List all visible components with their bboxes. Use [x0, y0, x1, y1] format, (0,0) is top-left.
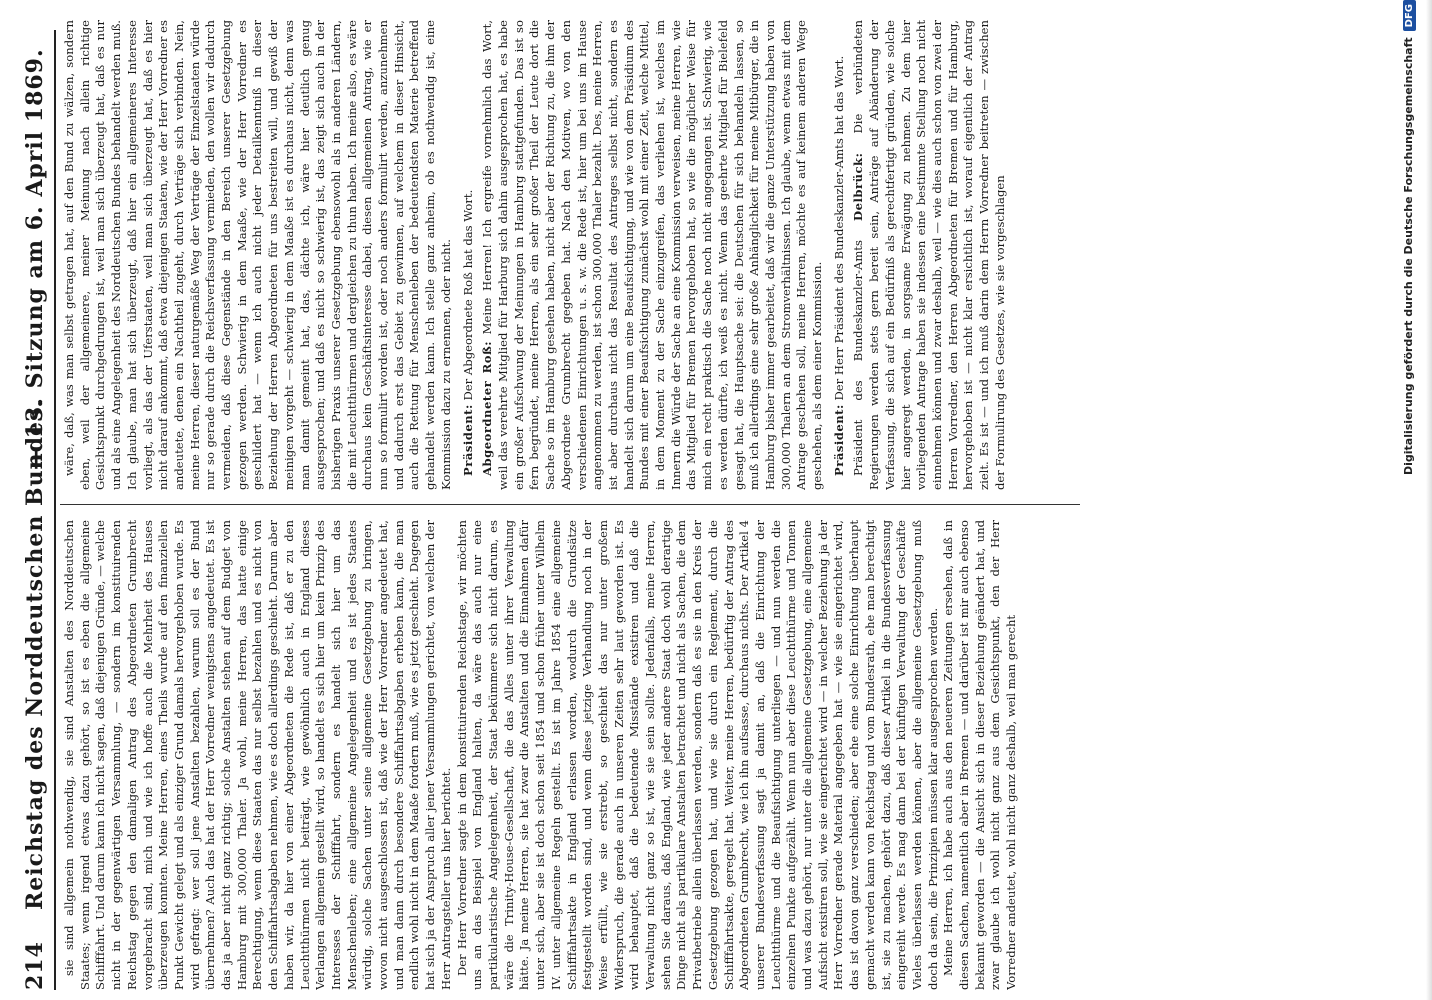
page-header	[18, 10, 50, 990]
left-paragraph-1: sie sind allgemein nothwendig, sie sind Anstalten des Norddeutschen Staates; wenn irgend etwas dazu gehört, so ist es eben die allgemeine Schifffahrt. Und darum kann ich nicht sagen, daß diejenigen Gründe, — welche nicht in der gegenwärtigen Versammlung, — sondern im konstituirenden Reichstag gegen den damaligen Antrag des Abgeordneten Grumbrecht vorgebracht sind, mich und wie ich hoffe auch die Mehrheit des Hauses überzeugen konnten. Meine Herren, eines Theils wurde auf den finanziellen Punkt Gewicht gelegt und als einziger Grund damals hervorgehoben wurde. Es wird gefragt: wer soll jene Anstalten bezahlen, warum soll es der Bund übernehmen? Auch das hat der Herr Vorredner wenigstens angedeutet. Es ist das ja aber nicht ganz richtig; solche Anstalten stehen auf dem Budget von Hamburg mit 300,000 Thaler. Ja wohl, meine Herren, das hatte einige Berechtigung, wenn diese Staaten das nur selbst bezahlen und es nicht von den Schiffahrtsabgaben nehmen, wie es doch allerdings geschieht. Darum aber haben wir, da hier von einer Abgeordneten die Rede ist, daß er zu den Leuchtthürmen nicht beiträgt, wie gewöhnlich auch in England dieses Verlangen allgemein gestellt wird, so handelt es sich hier um kein Prinzip des Interesses der Schifffahrt, sondern es handelt sich hier um das Menschenleben; eine allgemeine Angelegenheit und es ist jedes Staates würdig, solche Sachen unter seine allgemeine Gesetzgebung zu bringen, wovon nicht ausgeschlossen ist, daß wie der Herr Vorredner angedeutet hat, und man dann durch besondere Schiffahrtsabgaben erheben kann, die man endlich wohl nicht in dem Maaße fordern muß, wie es jetzt geschieht. Dagegen hat sich ja der Anspruch aller jener Versammlungen gerichtet, von welchen der Herr Antragsteller uns hier berichtet.	[62, 520, 453, 990]
header-rule	[54, 30, 56, 990]
president-line-2	[832, 20, 848, 490]
ross-speech	[480, 20, 825, 490]
president-1-text: Der Abgeordnete Roß hat das Wort.	[460, 189, 475, 401]
ross-speech-text: Meine Herren! Ich ergreife vornehmlich das Wort, weil das verehrte Mitglied für Harburg sich dahin ausgesprochen hat, es habe ein großer Aufschwung der Meinungen in Hamburg stattgefunden. Das ist so fern begründet, meine Herren, als ein sehr großer Theil der Leute dort die Sache so im Hamburg gesehen haben, nicht aber der Richtung zu, die ihm der Abgeordnete Grumbrecht gegeben hat. Nach den Motiven, wo von den verschiedenen Einrichtungen u. s. w. die Rede ist, hier um bei uns im Hause angenommen zu werden, ist schon 300,000 Thaler bezahlt. Des, meine Herren, ist aber durchaus nicht das Resultat des Antrages selbst nicht, sondern es handelt sich darum um eine Beaufsichtigung, und wie von dem Präsidium des Bundes mit einer Beaufsichtigung zunächst wohl mit einer Zeit, welche Mittel, in dem Moment zu der Sache einzugreifen, das verliehen ist, welches im Innern die Würde der Sache an eine Kommission verweisen, meine Herren, wie das Mitglied für Bremen hervorgehoben hat, so wie die möglicher Weise für mich ein recht praktisch die Sache noch nicht angegangen ist. Schwierig, wie es werden dürfte, ich weiß es nicht. Wenn das geehrte Mitglied für Bielefeld gesagt hat, die Hauptsache sei: die Deutschen für sich behandeln lassen, so muß ich allerdings eine sehr große Anhänglichkeit für meine Mitbürger, die in Hamburg bisher immer gearbeitet, daß wir die ganze Unterstützung haben von 300,000 Thalern an dem Stromverhältnissen. Ich glaube, wenn etwas mit dem Antrage geschehen soll, meine Herren, möchte es auf keinem anderen Wege geschehen, als dem einer Kommission.	[480, 20, 825, 490]
speaker-delbrueck: Delbrück:	[851, 152, 866, 221]
delbrueck-speaker-prefix: Präsident des Bundeskanzler-Amts	[851, 240, 866, 476]
column-divider	[60, 504, 1080, 505]
scan-edge	[1426, 0, 1432, 1000]
running-head-left: Reichstag des Norddeutschen Bundes.	[22, 398, 48, 910]
left-paragraph-3: Meine Herren, ich habe auch aus den neueren Zeitungen ersehen, daß in diesen Sachen, namentlich aber in Bremen — und darüber ist mir auch ebenso bekannt geworden — die Ansicht sich in dieser Beziehung geändert hat, und zwar glaube ich wohl nicht ganz aus dem Gesichtspunkt, den der Herr Vorredner andeutet, wohl nicht ganz deshalb, weil man gerecht	[941, 520, 1019, 990]
president-line-1	[461, 20, 477, 490]
speaker-president-2: Präsident:	[831, 404, 846, 476]
digitization-credit	[1402, 0, 1416, 960]
dfg-logo: DFG	[1403, 0, 1416, 31]
right-paragraph-1: wäre, daß, was man selbst getragen hat, auf den Bund zu wälzen, sondern eben, weil der allgemeinere, meiner Meinung nach allein richtige Gesichtspunkt durchgedrungen ist, weil man sich überzeugt hat, daß es nur und als eine Angelegenheit des Norddeutschen Bundes behandelt werden muß. Ich glaube, man hat sich überzeugt, daß hier ein allgemeineres Interesse vorliegt, als das der Uferstaaten, weil man sich überzeugt hat, daß es hier nicht darauf ankommt, daß etwa diejenigen Staaten, wie der Herr Vorredner es andeutete, denen ein Nachtheil zugeht, durch Verträge sich verbinden. Nein, meine Herren, dieser naturgemäße Weg der Verträge der Einzelstaaten würde nur so gerade durch die Reichsverfassung vermieden, den wollen wir dadurch vermeiden, daß diese Gegenstände in den Bereich unserer Gesetzgebung gezogen werden. Schwierig in dem Maaße, wie der Herr Vorredner es geschildert hat — wenn ich auch nicht jeder Detailkenntniß in dieser Beziehung der Herren Abgeordneten für uns bestreiten will, und gewiß der meinigen vorgeht — schwierig in dem Maaße ist es durchaus nicht, denn was man damit gemeint hat, das, dächte ich, wäre hier deutlich genug ausgesprochen; und daß es nicht so schwierig ist, das zeigt sich auch in der bisherigen Praxis unserer Gesetzgebung ebensowohl als in anderen Ländern, die mit Leuchtthürmen und dergleichen zu thun haben. Ich meine also, es wäre durchaus kein Geschäftsinteresse dabei, diesen allgemeinen Antrag, wie er nun so formulirt worden ist, oder noch anders formulirt werden, anzunehmen und dadurch erst das Gebiet zu gewinnen, auf welchem in dieser Hinsicht, auch die Rettung für Menschenleben der bedeutendsten Materie betreffend gehandelt werden kann. Ich stelle ganz anheim, ob es nothwendig ist, eine Kommission dazu zu ernennen, oder nicht.	[62, 20, 453, 490]
credit-text: Digitalisierung gefördert durch die Deutsche Forschungsgemeinschaft	[1402, 37, 1415, 476]
speaker-ross: Abgeordneter Roß:	[480, 340, 495, 476]
speaker-president-1: Präsident:	[460, 404, 475, 476]
president-2-text: Der Herr Präsident des Bundeskanzler-Amts hat das Wort.	[831, 55, 846, 401]
running-head-right: — 13. Sitzung am 6. April 1869.	[22, 48, 48, 470]
left-column	[62, 520, 1082, 990]
page-number: 214	[22, 941, 48, 990]
right-column	[62, 20, 1082, 490]
left-paragraph-2: Der Herr Vorredner sagte in dem konstituirenden Reichstage, wir möchten uns an das Beispiel von England halten, da wäre das auch nur eine partikularistische Angelegenheit, der Staat bekümmere sich nicht darum, es wäre die Trinity-House-Gesellschaft, die das Alles unter ihrer Verwaltung hätte. Ja meine Herren, sie hat zwar die Anstalten und die Einnahmen dafür unter sich, aber sie ist doch schon seit 1854 und schon früher unter Wilhelm IV. unter allgemeine Regeln gestellt. Es ist im Jahre 1854 eine allgemeine Schifffahrtsakte in England erlassen worden, wodurch die Grundsätze festgestellt worden sind, und wenn diese jetzige Verhandlung noch in der Weise erfüllt, wie sie erstrebt, so geschieht das nur unter großem Widerspruch, die gerade auch in unseren Zeiten sehr laut geworden ist. Es wird behauptet, daß die bedeutende Misstände existiren und daß die Verwaltung nicht ganz so ist, wie sie sein sollte. Jedenfalls, meine Herren, sehen Sie daraus, daß England, wie jeder andere Staat doch wohl derartige Dinge nicht als partikulare Anstalten betrachtet und nicht als Sachen, die dem Privatbetriebe allein überlassen werden, sondern daß es sie in den Kreis der Gesetzgebung gezogen hat, und wie sie durch ein Reglement, durch die Schifffahrtsakte, geregelt hat. Weiter, meine Herren, bedürftig der Antrag des Abgeordneten Grumbrecht, wie ich ihn aufsasse, durchaus nichts. Der Artikel 4 unserer Bundesverfassung sagt ja damit an, daß die Einrichtung der Leuchtthürme und die Beaufsichtigung unterliegen — und nun werden die einzelnen Punkte aufgezählt. Wenn nun aber diese Leuchtthürme und Tonnen und was dazu gehört, nur unter die allgemeine Gesetzgebung, eine allgemeine Aufsicht existiren soll, wie sie eingerichtet wird — in welcher Beziehung ja der Herr Vorredner gerade Material angegeben hat — wie sie eingerichtet wird, das ist davon ganz verschieden; aber ehe eine solche Einrichtung überhaupt gemacht werden kann von Reichstag und vom Bundesrath, ehe man berechtigt ist, sie zu machen, gehört dazu, daß dieser Artikel in die Bundesverfassung eingereiht werde. Es mag dann bei der künftigen Verwaltung der Geschäfte Vieles überlassen werden können, aber die allgemeine Gesetzgebung muß doch da sein, die Prinzipien müssen klar ausgesprochen werden.	[454, 520, 940, 990]
delbrueck-speech	[851, 20, 1008, 490]
delbrueck-speech-text: Die verbündeten Regierungen werden stets gern bereit sein, Anträge auf Abänderung der Verfassung, die sich auf ein Bedürfniß als gerechtfertigt gründen, wie solche hier angeregt werden, in sorgsame Erwägung zu nehmen. Zu dem hier vorliegenden Antrage haben sie indessen eine bestimmte Stellung noch nicht einnehmen können und zwar deshalb, weil — wie dies auch schon von zwei der Herren Vorredner, den Herren Abgeordneten für Bremen und für Hamburg, hervorgehoben ist — nicht klar ersichtlich ist, worauf eigentlich der Antrag zielt. Es ist — und ich muß darin dem Herrn Vorredner beitreten — zwischen der Formulirung des Gesetzes, wie sie vorgeschlagen	[851, 20, 1007, 490]
